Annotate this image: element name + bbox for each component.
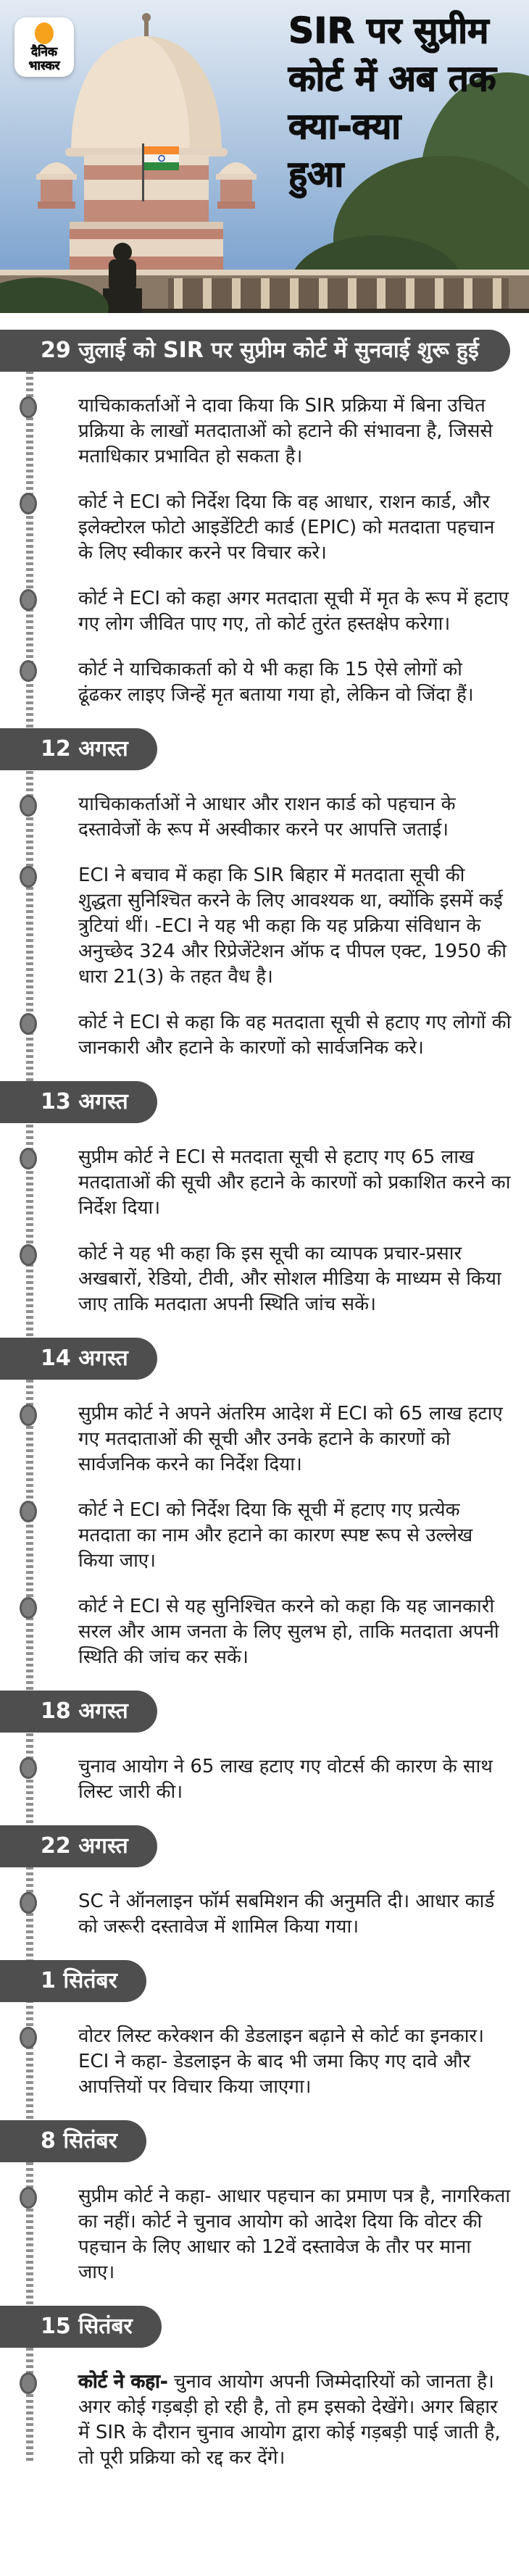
pill-label: 22 अगस्त: [41, 1833, 128, 1859]
bullet-dot-icon: [20, 1757, 37, 1779]
timeline-item: [0, 1754, 529, 1805]
date-pill: [0, 728, 157, 770]
timeline-item-text: कोर्ट ने ECI को कहा अगर मतदाता सूची में मृत के रूप में हटाए गए लोग जीवित पाए गए, तो कोर्ट तुरंत हस्तक्षेप करेगा।: [78, 588, 509, 635]
page-title-line: हुआ: [288, 154, 344, 195]
date-pill: [0, 2120, 146, 2162]
date-pill: [0, 1960, 146, 2002]
timeline-item-text: सुप्रीम कोर्ट ने अपने अंतरिम आदेश में ECI को 65 लाख हटाए गए मतदाताओं की सूची और उनके हटाने के कारणों को सार्वजनिक करने का निर्देश दिया।: [78, 1403, 503, 1475]
timeline-item-text: कोर्ट ने ECI को निर्देश दिया कि वह आधार, राशन कार्ड, और इलेक्टोरल फोटो आइडेंटिटी कार्ड (EPIC) को मतदाता पहचान के लिए स्वीकार करने पर विचार करे।: [78, 491, 495, 564]
timeline-item: [0, 1145, 529, 1221]
timeline-item-text: कोर्ट ने ECI से कहा कि वह मतदाता सूची से हटाए गए लोगों की जानकारी और हटाने के कारणों को सार्वजनिक करे।: [78, 1012, 512, 1059]
pill-label: 1 सितंबर: [41, 1968, 117, 1993]
date-pill: [0, 1825, 157, 1867]
timeline-item: [0, 1594, 529, 1670]
pill-label: 8 सितंबर: [41, 2128, 117, 2154]
bullet-dot-icon: [20, 2372, 37, 2394]
timeline-item-text: चुनाव आयोग ने 65 लाख हटाए गए वोटर्स की कारण के साथ लिस्ट जारी की।: [78, 1756, 493, 1803]
timeline-item-text: याचिकाकर्ताओं ने आधार और राशन कार्ड को पहचान के दस्तावेजों के रूप में अस्वीकार करने पर आपत्ति जताई।: [78, 793, 456, 841]
bullet-dot-icon: [20, 795, 37, 817]
section-heading-pill: [0, 330, 510, 372]
pill-label: 14 अगस्त: [41, 1346, 128, 1371]
timeline-item-text: कोर्ट ने कहा- चुनाव आयोग अपनी जिम्मेदारियों को जानता है। अगर कोई गड़बड़ी हो रही है, तो हम इसको देखेंगे। अगर बिहार में SIR के दौरान चुनाव आयोग द्वारा कोई गड़बड़ी पाई जाती है, तो पूरी प्रक्रिया को रद्द कर देंगे।: [78, 2371, 501, 2469]
timeline-item: [0, 1241, 529, 1317]
timeline-section: [0, 728, 529, 1061]
pill-label: 13 अगस्त: [41, 1089, 128, 1114]
bullet-dot-icon: [20, 1244, 37, 1266]
bullet-dot-icon: [20, 660, 37, 682]
timeline-section: [0, 1081, 529, 1317]
timeline-section: [0, 2306, 529, 2471]
bullet-dot-icon: [20, 589, 37, 611]
hero-header: [0, 0, 529, 313]
timeline-item: [0, 657, 529, 708]
timeline-item-text: SC ने ऑनलाइन फॉर्म सबमिशन की अनुमति दी। आधार कार्ड को जरूरी दस्तावेज में शामिल किया गया।: [78, 1891, 495, 1938]
timeline: [0, 313, 529, 2471]
dainik-bhaskar-logo: [14, 17, 74, 77]
page-title-line: कोर्ट में अब तक: [288, 58, 496, 99]
timeline-item: [0, 1401, 529, 1477]
page-title: [288, 7, 528, 199]
timeline-section: [0, 330, 529, 708]
timeline-section: [0, 1960, 529, 2100]
timeline-item: [0, 2024, 529, 2100]
timeline-item: [0, 2369, 529, 2471]
bullet-dot-icon: [20, 2027, 37, 2048]
timeline-item-text: वोटर लिस्ट करेक्शन की डेडलाइन बढ़ाने से कोर्ट का इनकार। ECI ने कहा- डेडलाइन के बाद भी जमा किए गए दावे और आपत्तियों पर विचार किया जाएगा।: [78, 2025, 484, 2098]
timeline-item: [0, 1010, 529, 1061]
timeline-item-text: याचिकाकर्ताओं ने दावा किया कि SIR प्रक्रिया में बिना उचित प्रक्रिया के लाखों मतदाताओं को हटाने की संभावना है, जिससे मताधिकार प्रभावित हो सकता है।: [78, 395, 493, 467]
timeline-item-text: ECI ने बचाव में कहा कि SIR बिहार में मतदाता सूची की शुद्धता सुनिश्चित करने के लिए आवश्यक था, क्योंकि इसमें कई त्रुटियां थीं। -ECI ने यह भी कहा कि यह प्रक्रिया संविधान के अनुच्छेद 324 और रिप्रेजेंटेशन ऑफ द पीपल एक्ट, 1950 की धारा 21(3) के तहत वैध है।: [78, 864, 507, 988]
logo-text: दैनिक भास्कर: [28, 45, 60, 73]
timeline-section: [0, 1691, 529, 1805]
timeline-item: [0, 490, 529, 566]
timeline-item-text: कोर्ट ने ECI को निर्देश दिया कि सूची में हटाए गए प्रत्येक मतदाता का नाम और हटाने का कारण स्पष्ट रूप से उल्लेख किया जाए।: [78, 1499, 473, 1572]
date-pill: [0, 1338, 157, 1380]
bullet-dot-icon: [20, 493, 37, 514]
sun-icon: [35, 22, 54, 44]
timeline-section: [0, 2120, 529, 2285]
timeline-item-text: सुप्रीम कोर्ट ने कहा- आधार पहचान का प्रमाण पत्र है, नागरिकता का नहीं। कोर्ट ने चुनाव आयोग को आदेश दिया कि वोटर की पहचान के लिए आधार को 12वें दस्तावेज के तौर पर माना जाए।: [78, 2185, 511, 2283]
timeline-item-text: कोर्ट ने याचिकाकर्ता को ये भी कहा कि 15 ऐसे लोगों को ढूंढकर लाइए जिन्हें मृत बताया गया हो, लेकिन वो जिंदा हैं।: [78, 659, 474, 706]
timeline-item: [0, 586, 529, 637]
timeline-item-text: कोर्ट ने ECI से यह सुनिश्चित करने को कहा कि यह जानकारी सरल और आम जनता के लिए सुलभ हो, ताकि मतदाता अपनी स्थिति की जांच कर सकें।: [78, 1596, 499, 1668]
bullet-dot-icon: [20, 1597, 37, 1619]
bullet-dot-icon: [20, 1501, 37, 1522]
timeline-item: [0, 863, 529, 990]
bullet-dot-icon: [20, 1013, 37, 1035]
bullet-dot-icon: [20, 396, 37, 418]
bullet-dot-icon: [20, 866, 37, 888]
pill-label: 12 अगस्त: [41, 736, 128, 762]
timeline-item: [0, 1498, 529, 1574]
date-pill: [0, 1691, 157, 1733]
pill-label: 15 सितंबर: [41, 2314, 133, 2339]
bullet-dot-icon: [20, 1148, 37, 1170]
timeline-item-lead: कोर्ट ने कहा-: [78, 2371, 168, 2393]
date-pill: [0, 1081, 157, 1123]
page-title-line: SIR पर सुप्रीम: [288, 10, 489, 51]
timeline-item: [0, 792, 529, 843]
bullet-dot-icon: [20, 2187, 37, 2209]
timeline-item: [0, 1889, 529, 1940]
timeline-item: [0, 393, 529, 470]
timeline-item-text: सुप्रीम कोर्ट ने ECI से मतदाता सूची से हटाए गए 65 लाख मतदाताओं की सूची और हटाने के कारणों को प्रकाशित करने का निर्देश दिया।: [78, 1146, 511, 1219]
bullet-dot-icon: [20, 1892, 37, 1914]
timeline-item: [0, 2184, 529, 2285]
timeline-section: [0, 1825, 529, 1940]
pill-label: 18 अगस्त: [41, 1698, 128, 1724]
page-title-line: क्या-क्या: [288, 106, 401, 147]
timeline-section: [0, 1338, 529, 1670]
pill-label: 29 जुलाई को SIR पर सुप्रीम कोर्ट में सुनवाई शुरू हुई: [41, 338, 479, 363]
bullet-dot-icon: [20, 1404, 37, 1426]
timeline-item-text: कोर्ट ने यह भी कहा कि इस सूची का व्यापक प्रचार-प्रसार अखबारों, रेडियो, टीवी, और सोशल मीडिया के माध्यम से किया जाए ताकि मतदाता अपनी स्थिति जांच सकें।: [78, 1243, 501, 1315]
date-pill: [0, 2306, 162, 2348]
